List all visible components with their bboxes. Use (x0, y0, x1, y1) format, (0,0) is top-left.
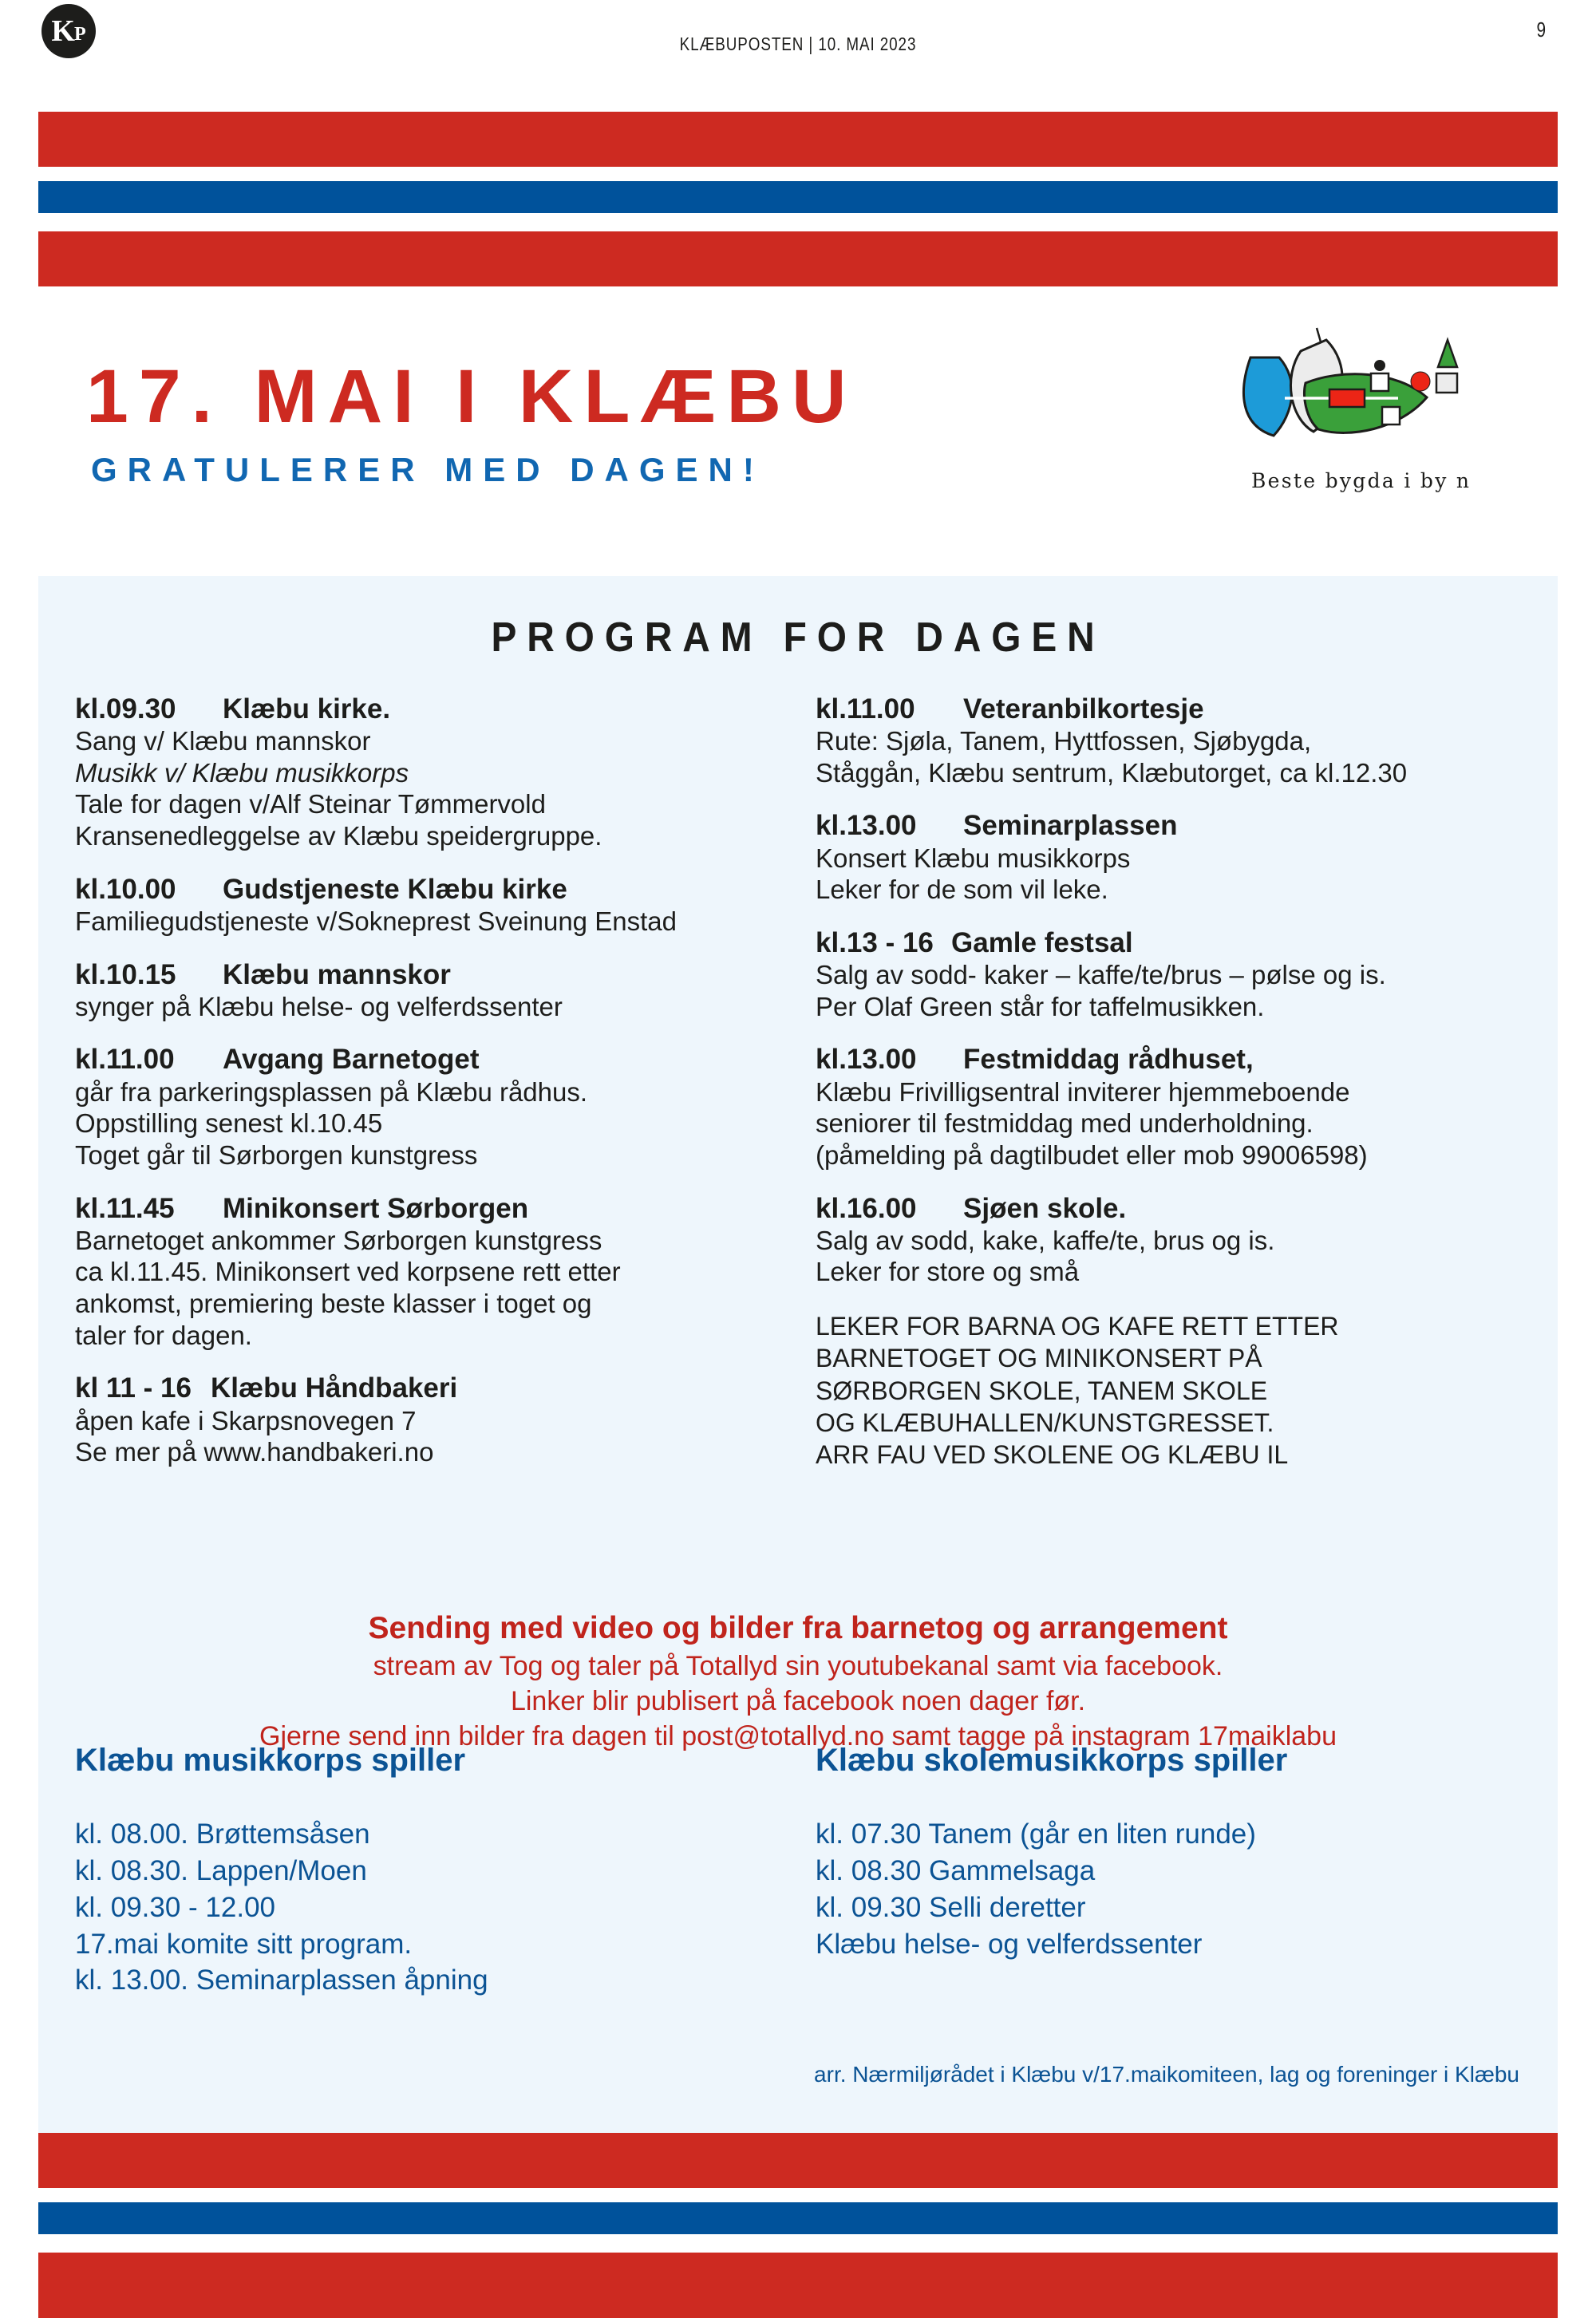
program-event-time: kl.11.45 (75, 1192, 175, 1224)
program-event-line: Leker for de som vil leke. (816, 875, 1108, 905)
korps-columns (75, 1741, 1521, 1999)
program-event-line: Salg av sodd, kake, kaffe/te, brus og is. (816, 1225, 1275, 1255)
korps-column-skolemusikkorps (816, 1741, 1521, 1999)
korps-line: Klæbu helse- og velferdssenter (816, 1928, 1203, 1960)
korps-line: kl. 08.00. Brøttemsåsen (75, 1818, 370, 1850)
program-event-line: Barnetoget ankommer Sørborgen kunstgress (75, 1225, 602, 1255)
program-event-line: Per Olaf Green står for taffelmusikken. (816, 991, 1265, 1021)
page-number: 9 (1535, 18, 1546, 41)
program-heading: PROGRAM FOR DAGEN (491, 614, 1105, 661)
program-event-line: ca kl.11.45. Minikonsert ved korpsene rett etter (75, 1257, 621, 1287)
program-event (816, 926, 1521, 1022)
logo-letter-p: P (73, 24, 86, 45)
caps-notice-line: BARNETOGET OG MINIKONSERT PÅ (816, 1344, 1262, 1373)
korps-line: kl. 09.30 - 12.00 (75, 1891, 275, 1923)
caps-notice-line: OG KLÆBUHALLEN/KUNSTGRESSET. (816, 1408, 1274, 1437)
program-event (816, 1192, 1521, 1288)
program-event-time: kl.13.00 (816, 810, 917, 842)
program-event-title: Klæbu kirke. (223, 693, 391, 725)
program-panel (38, 576, 1558, 2133)
program-event-line: Oppstilling senest kl.10.45 (75, 1108, 383, 1139)
program-columns (75, 693, 1521, 1471)
program-event (816, 809, 1521, 905)
program-event-line: synger på Klæbu helse- og velferdssenter (75, 991, 563, 1021)
program-event (816, 1043, 1521, 1171)
program-event-line: Salg av sodd- kaker – kaffe/te/brus – pølse og is. (816, 960, 1386, 990)
korps-title-musikkorps: Klæbu musikkorps spiller (75, 1743, 466, 1778)
program-event-heading (75, 1372, 780, 1404)
korps-line: 17.mai komite sitt program. (75, 1928, 413, 1960)
program-event-heading (816, 809, 1521, 842)
program-column-left (75, 693, 780, 1471)
program-event-time: kl.09.30 (75, 693, 176, 725)
bygda-emblem-icon (1229, 318, 1540, 477)
page-subtitle: GRATULERER MED DAGEN! (91, 451, 764, 488)
program-event-heading (816, 693, 1521, 725)
stream-lines (77, 1649, 1519, 1755)
program-event-line: (påmelding på dagtilbudet eller mob 99006598) (816, 1139, 1368, 1170)
program-event (75, 1372, 780, 1467)
program-event-title: Minikonsert Sørborgen (223, 1192, 529, 1224)
stream-line: Gjerne send inn bilder fra dagen til post@totallyd.no samt tagge på instagram 17maiklabu (259, 1721, 1337, 1752)
arranger-credit: arr. Nærmiljørådet i Klæbu v/17.maikomiteen, lag og foreninger i Klæbu (814, 2062, 1519, 2087)
program-event-heading (75, 693, 780, 725)
program-event-line: går fra parkeringsplassen på Klæbu rådhus. (75, 1076, 588, 1107)
program-event-line: Sang v/ Klæbu mannskor (75, 726, 371, 756)
program-event-line: åpen kafe i Skarpsnovegen 7 (75, 1405, 417, 1435)
program-event-time: kl.13.00 (816, 1044, 917, 1076)
beste-bygda-logo (1229, 318, 1540, 525)
caps-notice-line: SØRBORGEN SKOLE, TANEM SKOLE (816, 1376, 1268, 1405)
program-event-time: kl.16.00 (816, 1192, 917, 1224)
program-event-line: Se mer på www.handbakeri.no (75, 1437, 434, 1467)
program-event-line: seniorer til festmiddag med underholdning. (816, 1108, 1314, 1139)
program-event-heading (75, 1192, 780, 1225)
program-event-line: Rute: Sjøla, Tanem, Hyttfossen, Sjøbygda, (816, 726, 1312, 756)
klaebuposten-logo-icon (41, 4, 96, 58)
caps-notice-line: LEKER FOR BARNA OG KAFE RETT ETTER (816, 1312, 1339, 1341)
bygda-caption: Beste bygda i by n (1251, 469, 1472, 492)
program-event-heading (816, 1192, 1521, 1225)
stream-title: Sending med video og bilder fra barnetog og arrangement (368, 1611, 1228, 1645)
program-event-line: Konsert Klæbu musikkorps (816, 843, 1131, 873)
korps-lines-musikkorps (75, 1816, 780, 1999)
program-event (75, 693, 780, 852)
program-event-time: kl.11.00 (816, 693, 915, 725)
korps-line: kl. 08.30. Lappen/Moen (75, 1854, 367, 1886)
program-event-title: Avgang Barnetoget (223, 1044, 480, 1076)
program-event-heading (75, 1043, 780, 1076)
program-event (75, 873, 780, 938)
logo-letter-k: K (51, 14, 74, 48)
program-event-title: Festmiddag rådhuset, (963, 1044, 1254, 1076)
korps-line: kl. 13.00. Seminarplassen åpning (75, 1965, 488, 1996)
korps-line: kl. 09.30 Selli deretter (816, 1891, 1086, 1923)
program-event-line: Klæbu Frivilligsentral inviterer hjemmeboende (816, 1076, 1350, 1107)
program-event-time: kl.13 - 16 (816, 926, 934, 958)
page-title: 17. MAI I KLÆBU (86, 354, 857, 439)
program-event-heading (75, 873, 780, 906)
flag-stripe-blue-top (38, 181, 1558, 213)
program-event-time: kl.10.00 (75, 873, 176, 905)
caps-notice (816, 1310, 1521, 1471)
flag-stripe-blue-bottom (38, 2202, 1558, 2234)
program-event-line: ankomst, premiering beste klasser i toget og (75, 1289, 592, 1319)
program-event-line: Kransenedleggelse av Klæbu speidergruppe. (75, 821, 602, 851)
flag-stripe-red-top-1 (38, 112, 1558, 167)
flag-stripe-red-bottom-1 (38, 2133, 1558, 2188)
program-event-line: Tale for dagen v/Alf Steinar Tømmervold (75, 789, 546, 819)
program-event-time: kl 11 - 16 (75, 1372, 192, 1404)
program-event-line: Familiegudstjeneste v/Sokneprest Sveinung Enstad (75, 906, 677, 936)
program-event-heading (816, 926, 1521, 959)
program-event-line: Leker for store og små (816, 1257, 1080, 1287)
flag-stripe-red-top-2 (38, 231, 1558, 286)
caps-notice-line: ARR FAU VED SKOLENE OG KLÆBU IL (816, 1440, 1289, 1470)
stream-line: stream av Tog og taler på Totallyd sin youtubekanal samt via facebook. (373, 1650, 1223, 1681)
program-event-time: kl.11.00 (75, 1044, 175, 1076)
program-event-line: Musikk v/ Klæbu musikkorps (75, 757, 409, 788)
program-event-line: Ståggån, Klæbu sentrum, Klæbutorget, ca kl.12.30 (816, 757, 1408, 788)
program-event-title: Sjøen skole. (963, 1192, 1127, 1224)
program-event-time: kl.10.15 (75, 958, 176, 990)
program-event-title: Gamle festsal (951, 926, 1133, 958)
stream-notice (77, 1609, 1519, 1754)
program-event-title: Klæbu Håndbakeri (211, 1372, 458, 1404)
stream-line: Linker blir publisert på facebook noen dager før. (510, 1685, 1086, 1716)
flag-stripe-red-bottom-2 (38, 2253, 1558, 2318)
masthead (0, 0, 1596, 96)
program-event (75, 1192, 780, 1352)
korps-line: kl. 08.30 Gammelsaga (816, 1854, 1096, 1886)
korps-line: kl. 07.30 Tanem (går en liten runde) (816, 1818, 1256, 1850)
program-event (75, 958, 780, 1023)
korps-column-musikkorps (75, 1741, 780, 1999)
program-event (75, 1043, 780, 1171)
program-column-right (816, 693, 1521, 1471)
korps-lines-skolemusikkorps (816, 1816, 1521, 1962)
program-event-title: Seminarplassen (963, 810, 1178, 842)
program-event-title: Gudstjeneste Klæbu kirke (223, 873, 567, 905)
program-event-heading (75, 958, 780, 991)
program-event-title: Veteranbilkortesje (963, 693, 1204, 725)
program-event-title: Klæbu mannskor (223, 958, 451, 990)
program-event-heading (816, 1043, 1521, 1076)
korps-title-skolemusikkorps: Klæbu skolemusikkorps spiller (816, 1743, 1288, 1778)
program-event (816, 693, 1521, 788)
masthead-title: KLÆBUPOSTEN | 10. MAI 2023 (679, 34, 917, 54)
program-event-line: Toget går til Sørborgen kunstgress (75, 1139, 478, 1170)
program-event-line: taler for dagen. (75, 1320, 252, 1350)
